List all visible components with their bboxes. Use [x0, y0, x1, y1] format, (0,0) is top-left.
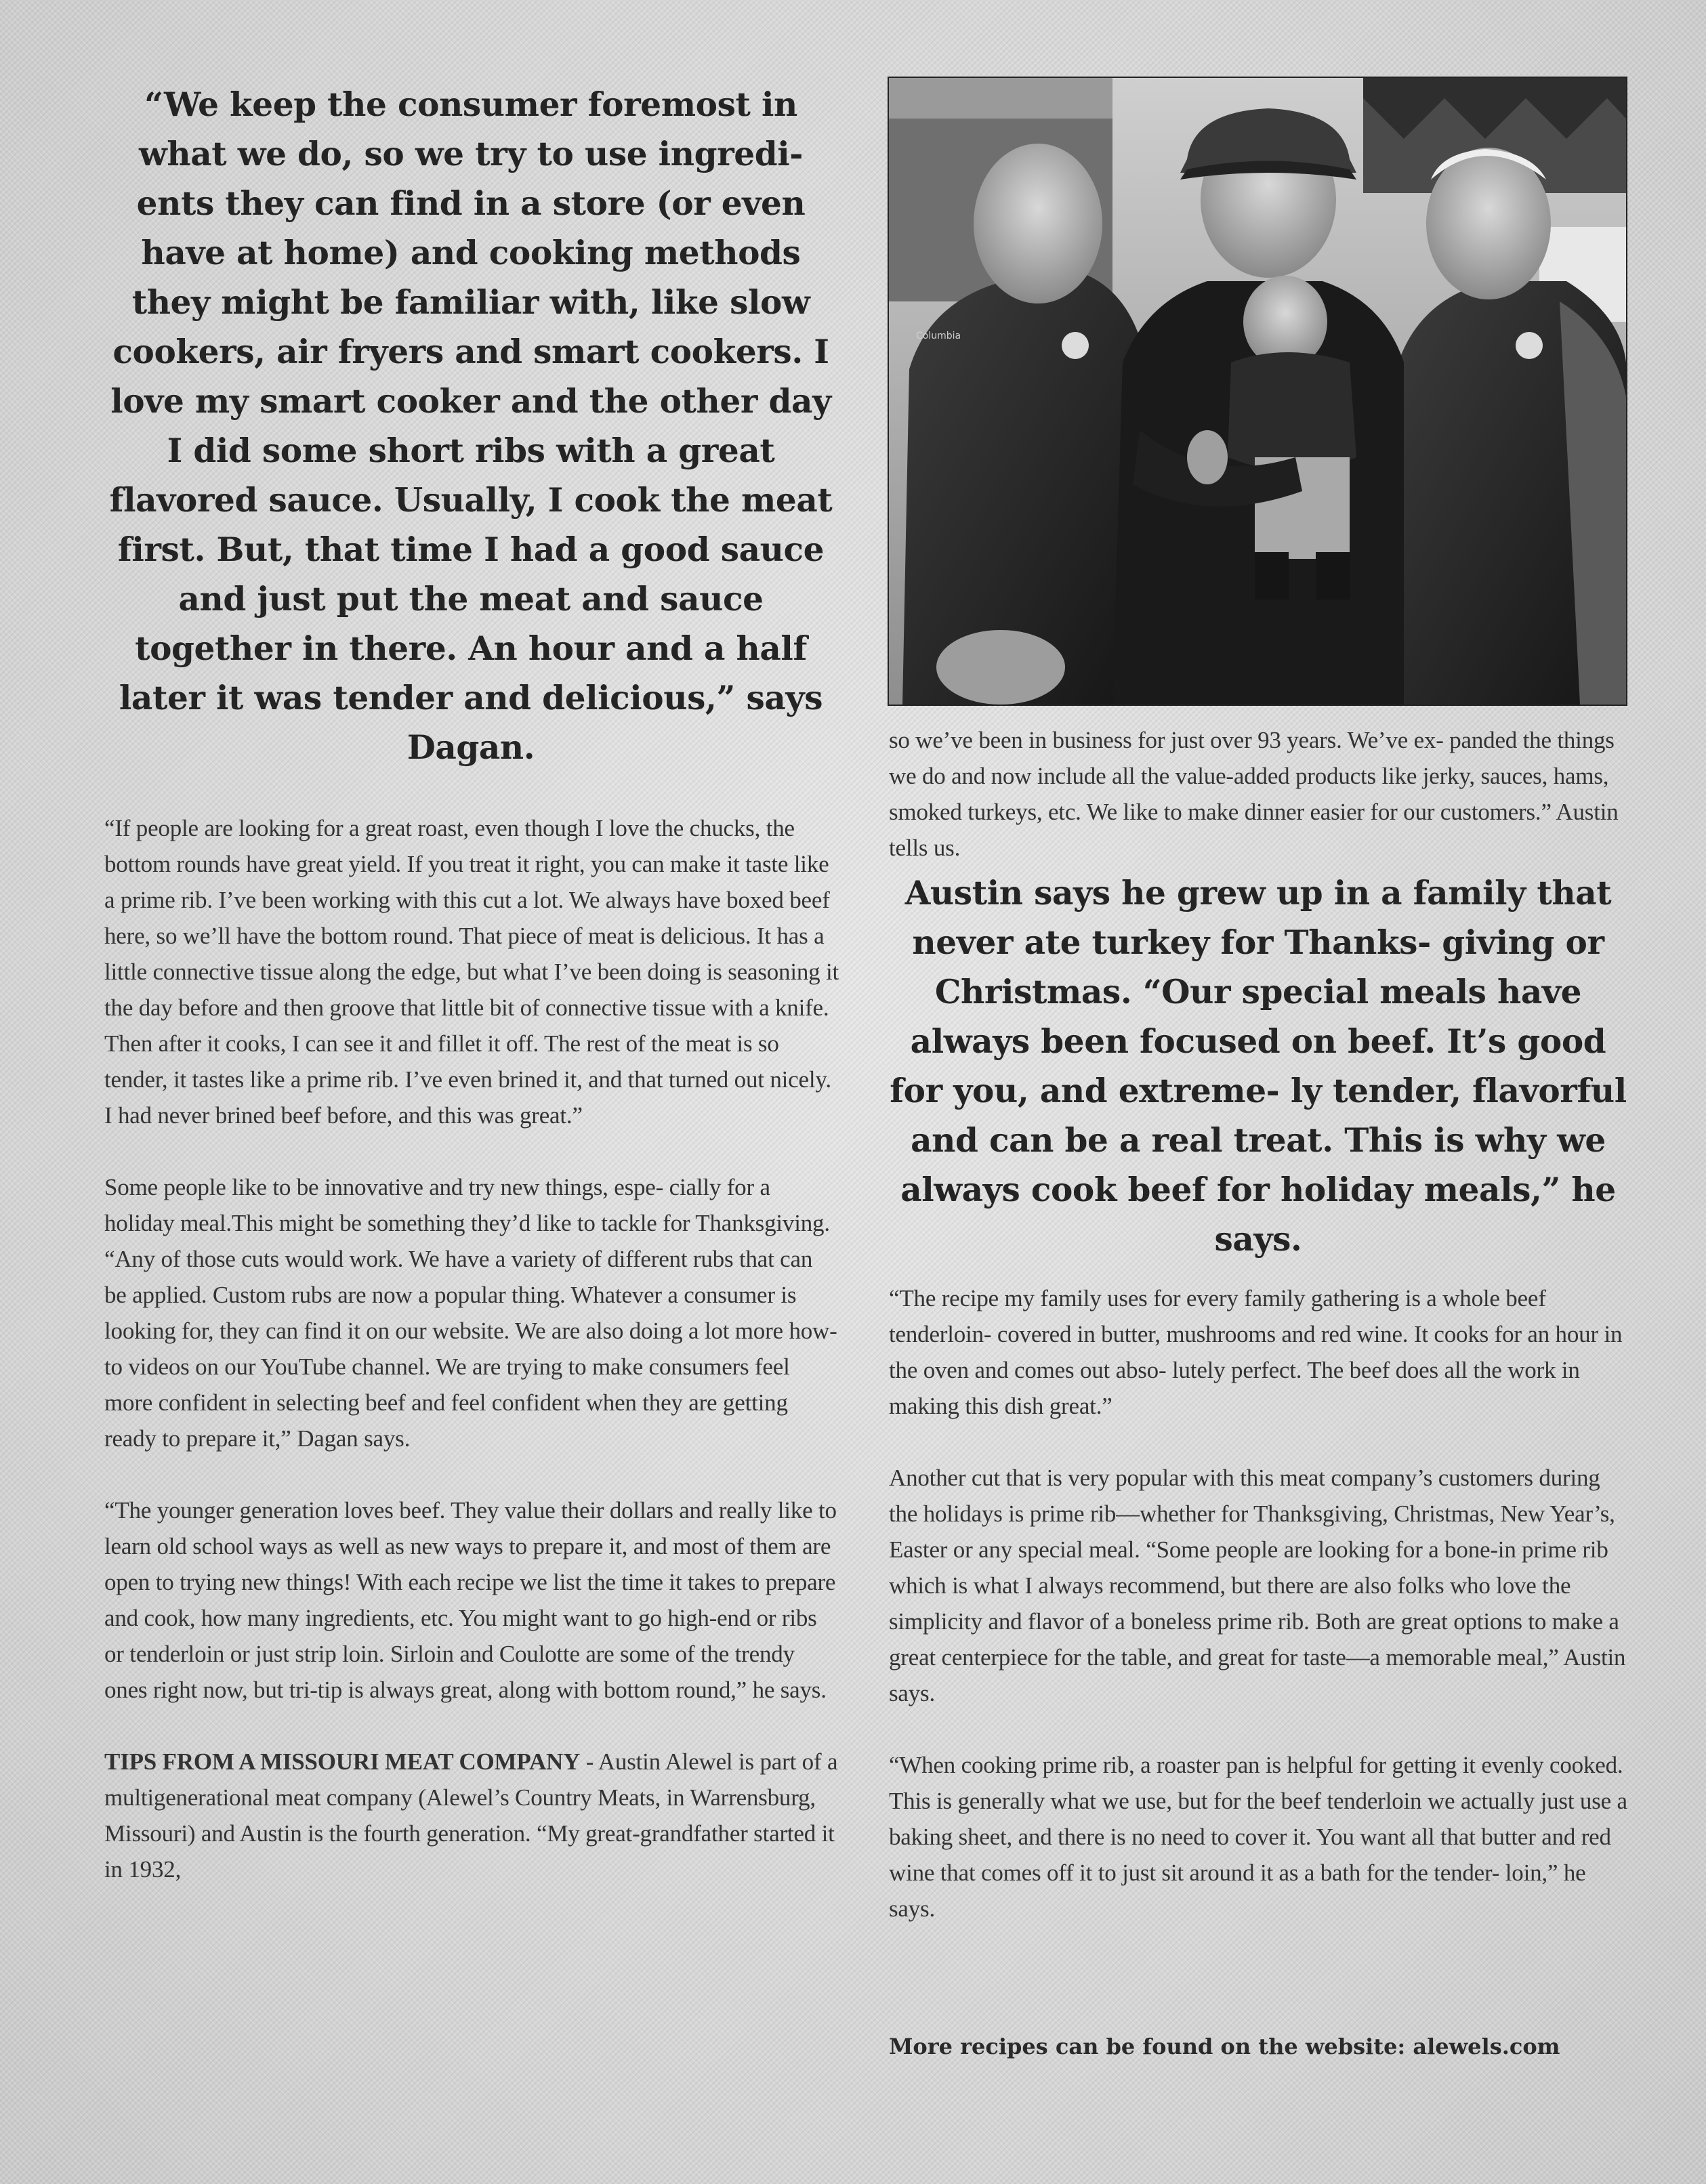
- left-body-text: [104, 810, 840, 1923]
- paragraph-roaster-pan: “When cooking prime rib, a roaster pan is helpful for getting it evenly cooked. This is generally what we use, but for the beef tenderloin we actually just use a baking sheet, and there is no need to cover it. You want all that butter and red wine that comes off it to just sit around it as a bath for the tender- loin,” he says.: [889, 1752, 1627, 1922]
- left-man-face: [974, 144, 1102, 303]
- paragraph-innovative: Some people like to be innovative and try new things, espe- cially for a holiday meal.This might be something they’d like to tackle for Thanksgiving. “Any of those cuts would work. We have a variety of different rubs that can be applied. Custom rubs are now a popular thing. Whatever a consumer is looking for, they can find it on our website. We are also doing a lot more how-to videos on our YouTube channel. We are trying to make consumers feel more confident in selecting beef and feel confident when they are getting ready to prepare it,” Dagan says.: [104, 1174, 837, 1452]
- right-man-face: [1426, 148, 1551, 299]
- paragraph-family-recipe: “The recipe my family uses for every family gathering is a whole beef tenderloin- covered in butter, mushrooms and red wine. It cooks for an hour in the oven and comes out abso- lutely perfect. The beef does all the work in making this dish great.”: [889, 1285, 1623, 1419]
- pull-quote-austin: Austin says he grew up in a family that never ate turkey for Thanks- giving or Christmas. “Our special meals have always been focused on beef. It’s good for you, and extreme- ly tender, flavorful and can be a real treat. This is why we always cook beef for holiday meals,” he says.: [890, 874, 1627, 1259]
- paragraph-prime-rib: Another cut that is very popular with this meat company’s customers during the holidays is prime rib—whether for Thanksgiving, Christmas, New Year’s, Easter or any special meal. “Some people are looking for a bone-in prime rib which is what I always recommend, but there are also folks who love the simplicity and flavor of a boneless prime rib. Both are great options to make a great centerpiece for the table, and great for taste—a memorable meal,” Austin says.: [889, 1465, 1626, 1706]
- paragraph-93-years: so we’ve been in business for just over 93 years. We’ve ex- panded the things we do and now include all the value-added products like jerky, sauces, hams, smoked turkeys, etc. We like to make dinner easier for our customers.” Austin tells us.: [889, 727, 1619, 861]
- jacket-brand: Columbia: [916, 331, 961, 341]
- pull-quote-dagan: “We keep the consumer foremost in what we do, so we try to use ingredi- ents they can find in a store (or even have at home) and cooking methods they might be familiar with, like slow cookers, air fryers and smart cookers. I love my smart cooker and the other day I did some short ribs with a great flavored sauce. Usually, I cook the meat first. But, that time I had a good sauce and just put the meat and sauce together in there. An hour and a half later it was tender and delicious,” says Dagan.: [109, 85, 833, 767]
- right-body-text: [889, 1280, 1627, 1962]
- paragraph-younger-generation: “The younger generation loves beef. They value their dollars and really like to learn old school ways as well as new ways to prepare it, and most of them are open to trying new things! With each recipe we list the time it takes to prepare and cook, how many ingredients, etc. You might want to go high-end or ribs or tenderloin or just strip loin. Sirloin and Coulotte are some of the trendy ones right now, but tri-tip is always great, along with bottom round,” he says.: [104, 1497, 837, 1703]
- website-callout: More recipes can be found on the website: alewels.com: [889, 2034, 1560, 2059]
- paragraph-bottom-round: “If people are looking for a great roast, even though I love the chucks, the bottom rounds have great yield. If you treat it right, you can make it taste like a prime rib. I’ve been working with this cut a lot. We always have boxed beef here, so we’ll have the bottom round. That piece of meat is delicious. It has a little connective tissue along the edge, but what I’ve been doing is seasoning it the day before and then groove that little bit of connective tissue with a knife. Then after it cooks, I can see it and fillet it off. The rest of the meat is so tender, it tastes like a prime rib. I’ve even brined it, and that turned out nicely. I had never brined beef before, and this was great.”: [104, 815, 839, 1129]
- paragraph-tips: [104, 1744, 840, 1887]
- family-photo: [889, 78, 1626, 705]
- tips-heading: TIPS FROM A MISSOURI MEAT COMPANY: [104, 1748, 581, 1775]
- family-photo-illustration: [889, 78, 1626, 705]
- hat-in-hand: [936, 630, 1065, 705]
- tips-text: - Austin Alewel is part of a multigenerational meat company (Alewel’s Country Meats, in Warrensburg, Missouri) and Austin is the fourth generation. “My great-grandfather started it in 1932,: [104, 1748, 838, 1883]
- baby-sweater: [1228, 352, 1356, 471]
